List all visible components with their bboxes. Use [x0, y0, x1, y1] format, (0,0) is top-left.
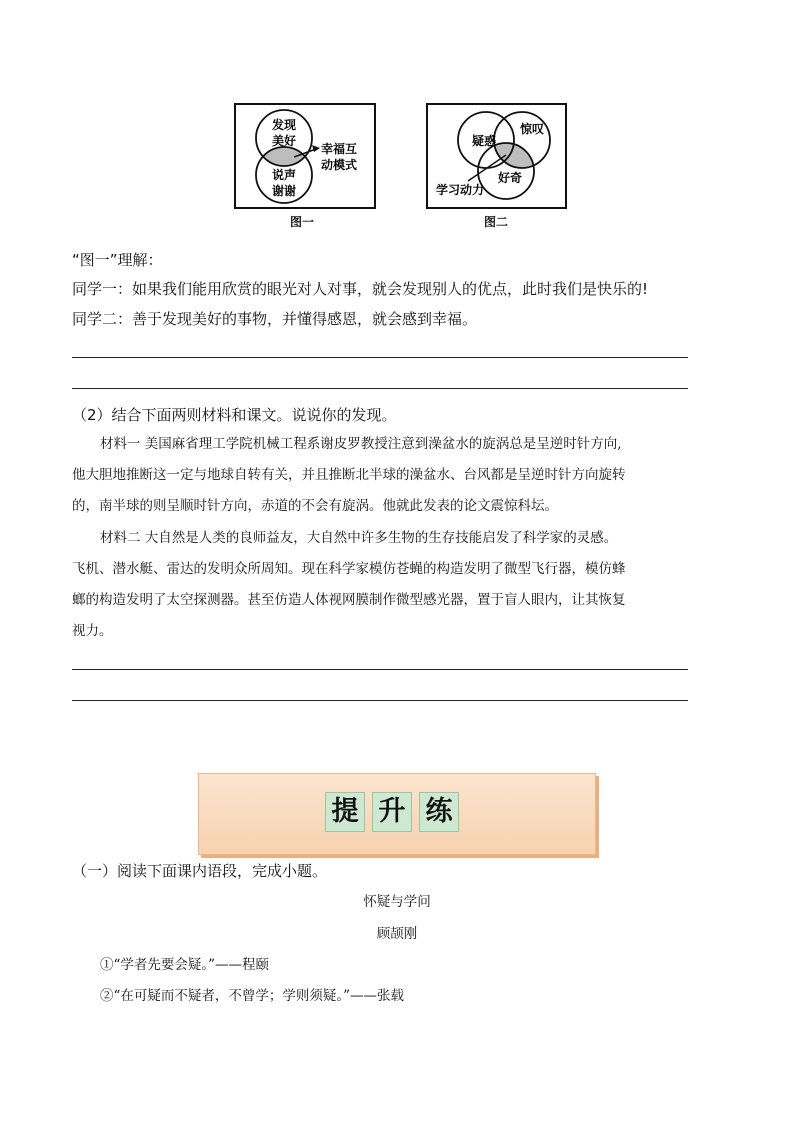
circle-top-line2: 美好 — [271, 134, 297, 148]
material-one-line: 他大胆地推断这一定与地球自转有关，并且推断北半球的澡盆水、台风都是呈逆时针方向旋转 — [72, 467, 626, 483]
question-two-prompt: （2）结合下面两则材料和课文。说说你的发现。 — [72, 406, 397, 424]
arrow-head-icon — [312, 145, 320, 152]
answer-line — [72, 388, 688, 389]
figure-two-caption: 图二 — [484, 215, 509, 229]
arrow-label-line2: 动模式 — [321, 158, 358, 172]
circle-right-label: 惊叹 — [519, 122, 545, 136]
understanding-heading: “图一”理解： — [72, 251, 163, 269]
student-one-text: 同学一：如果我们能用欣赏的眼光对人对事，就会发现别人的优点，此时我们是快乐的! — [72, 280, 649, 298]
material-one-line: 材料一 美国麻省理工学院机械工程系谢皮罗教授注意到澡盆水的旋涡总是呈逆时针方向, — [100, 436, 622, 452]
passage-author: 顾颉刚 — [376, 926, 418, 942]
material-two-line: 螂的构造发明了太空探测器。甚至仿造人体视网膜制作微型感光器，置于盲人眼内，让其恢复 — [72, 592, 626, 608]
circle-bottom-label: 好奇 — [497, 171, 523, 185]
material-two-line: 视力。 — [72, 623, 113, 639]
answer-line — [72, 700, 688, 701]
banner-char: 练 — [419, 792, 459, 832]
circle-bottom-line2: 谢谢 — [271, 184, 297, 198]
quote-two: ②“在可疑而不疑者，不曾学；学则须疑。”——张载 — [100, 988, 405, 1004]
material-two-line: 飞机、潜水艇、雷达的发明众所周知。现在科学家模仿苍蝇的构造发明了微型飞行器，模仿蜂 — [72, 561, 626, 577]
answer-line — [72, 669, 688, 670]
banner-char: 提 — [325, 792, 365, 832]
student-two-text: 同学二：善于发现美好的事物，并懂得感恩，就会感到幸福。 — [72, 310, 478, 328]
figure-one-caption: 图一 — [290, 215, 315, 229]
figure-two — [426, 103, 568, 211]
section-one-instruction: （一）阅读下面课内语段，完成小题。 — [72, 862, 328, 880]
material-two-line: 材料二 大自然是人类的良师益友，大自然中许多生物的生存技能启发了科学家的灵感。 — [100, 530, 618, 546]
banner-char: 升 — [372, 792, 412, 832]
arrow-label-line1: 幸福互 — [321, 142, 358, 156]
quote-one: ①“学者先要会疑。”——程颐 — [100, 957, 270, 973]
answer-line — [72, 357, 688, 358]
figure-one — [234, 103, 377, 211]
pointer-label: 学习动力 — [436, 183, 485, 197]
circle-bottom-line1: 说声 — [271, 168, 297, 182]
circle-top-line1: 发现 — [271, 118, 297, 132]
material-one-line: 的，南半球的则呈顺时针方向，赤道的不会有旋涡。他就此发表的论文震惊科坛。 — [72, 498, 558, 514]
section-banner — [198, 773, 596, 855]
passage-title: 怀疑与学问 — [363, 894, 431, 910]
circle-left-label: 疑惑 — [471, 134, 497, 148]
